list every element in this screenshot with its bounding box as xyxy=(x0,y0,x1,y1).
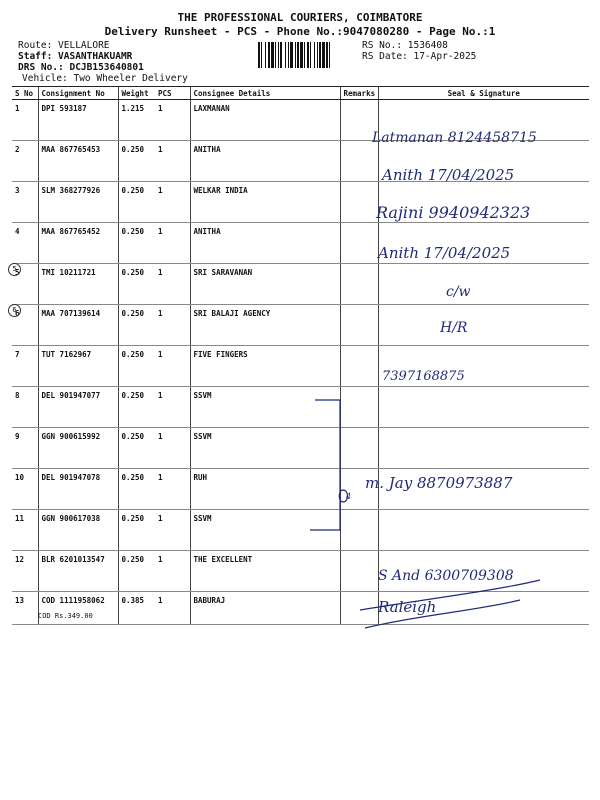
cell-sno: 1 xyxy=(12,100,38,141)
barcode-bar xyxy=(307,42,309,68)
cell-signature xyxy=(378,592,589,625)
cell-remarks xyxy=(340,182,378,223)
cell-consignee: FIVE FINGERS xyxy=(190,346,340,387)
barcode-bar xyxy=(310,42,311,68)
cell-consignee: ANITHA xyxy=(190,223,340,264)
barcode-bar xyxy=(285,42,286,68)
cell-consignment: GGN 900615992 xyxy=(38,428,118,469)
runsheet-table xyxy=(12,86,589,625)
cell-remarks xyxy=(340,223,378,264)
signature-row-2: Anith 17/04/2025 xyxy=(382,166,515,184)
cell-weight: 0.250 xyxy=(118,469,155,510)
cell-consignee: SRI SARAVANAN xyxy=(190,264,340,305)
cell-signature xyxy=(378,264,589,305)
cell-sno: 4 xyxy=(12,223,38,264)
signature-row-10: m. Jay 8870973887 xyxy=(365,474,513,492)
cell-remarks xyxy=(340,428,378,469)
cell-weight: 0.250 xyxy=(118,387,155,428)
cell-consignee: RUH xyxy=(190,469,340,510)
barcode-bar xyxy=(265,42,266,68)
signature-row-4: Anith 17/04/2025 xyxy=(378,244,511,262)
cell-remarks xyxy=(340,592,378,625)
cell-consignment: GGN 900617038 xyxy=(38,510,118,551)
table-header xyxy=(12,87,589,100)
rs-number: RS No.: 1536408 xyxy=(362,40,448,51)
cell-sno: 7 xyxy=(12,346,38,387)
cell-sno: 13 xyxy=(12,592,38,625)
cell-weight: 0.250 xyxy=(118,346,155,387)
signature-row-7: 7397168875 xyxy=(382,369,465,384)
cell-consignee: BABURAJ xyxy=(190,592,340,625)
col-consignee: Consignee Details xyxy=(190,87,340,100)
table-row xyxy=(12,182,589,223)
table-row xyxy=(12,100,589,141)
cell-pcs: 1 xyxy=(155,387,190,428)
cell-pcs: 1 xyxy=(155,264,190,305)
vehicle-label: Vehicle: Two Wheeler Delivery xyxy=(22,73,188,84)
cell-signature xyxy=(378,469,589,510)
cell-consignee: LAXMANAN xyxy=(190,100,340,141)
cell-consignment: MAA 867765452 xyxy=(38,223,118,264)
signature-row-6: H/R xyxy=(440,320,468,336)
cell-remarks xyxy=(340,387,378,428)
cell-pcs: 1 xyxy=(155,182,190,223)
cell-sno: 8 xyxy=(12,387,38,428)
cod-note: COD Rs.349.00 xyxy=(38,612,93,620)
cell-consignment: SLM 368277926 xyxy=(38,182,118,223)
signature-row-13: Raleigh xyxy=(378,598,437,616)
route-label: Route: VELLALORE xyxy=(18,40,110,51)
cell-pcs: 1 xyxy=(155,223,190,264)
signature-row-12: S And 6300709308 xyxy=(378,568,514,584)
cell-consignment: DPI 593187 xyxy=(38,100,118,141)
barcode-bar xyxy=(258,42,260,68)
barcode-bar xyxy=(280,42,282,68)
cell-sno: 6 xyxy=(12,305,38,346)
barcode-bar xyxy=(329,42,330,68)
barcode-bar xyxy=(288,42,289,68)
table-row xyxy=(12,592,589,625)
barcode-bar xyxy=(300,42,303,68)
col-pcs: PCS xyxy=(155,87,190,100)
cell-remarks xyxy=(340,100,378,141)
cell-remarks xyxy=(340,346,378,387)
barcode-bar xyxy=(290,42,293,68)
cell-consignment: COD 1111958062 xyxy=(38,592,118,625)
cell-consignment: TUT 7162967 xyxy=(38,346,118,387)
barcode-bar xyxy=(314,42,315,68)
cell-consignment: DEL 901947078 xyxy=(38,469,118,510)
cell-pcs: 1 xyxy=(155,100,190,141)
cell-consignment: DEL 901947077 xyxy=(38,387,118,428)
cell-signature xyxy=(378,100,589,141)
drs-label: DRS No.: DCJB153640801 xyxy=(18,62,144,73)
cell-sno: 10 xyxy=(12,469,38,510)
cell-remarks xyxy=(340,305,378,346)
cell-consignee: THE EXCELLENT xyxy=(190,551,340,592)
barcode-bar xyxy=(295,42,296,68)
company-title: THE PROFESSIONAL COURIERS, COIMBATORE xyxy=(177,11,423,24)
cell-consignment: TMI 10211721 xyxy=(38,264,118,305)
staff-label: Staff: VASANTHAKUAMR xyxy=(18,51,133,62)
cell-weight: 0.250 xyxy=(118,182,155,223)
table-row xyxy=(12,264,589,305)
cell-remarks xyxy=(340,551,378,592)
cell-pcs: 1 xyxy=(155,305,190,346)
cell-sno: 9 xyxy=(12,428,38,469)
rs-date: RS Date: 17-Apr-2025 xyxy=(362,51,477,62)
table-row xyxy=(12,346,589,387)
cell-pcs: 1 xyxy=(155,510,190,551)
cell-signature xyxy=(378,305,589,346)
cell-pcs: 1 xyxy=(155,551,190,592)
cell-signature xyxy=(378,428,589,469)
table-row xyxy=(12,510,589,551)
cell-weight: 0.250 xyxy=(118,551,155,592)
cell-remarks xyxy=(340,264,378,305)
col-weight: Weight xyxy=(118,87,155,100)
cell-consignee: WELKAR INDIA xyxy=(190,182,340,223)
barcode-bar xyxy=(278,42,279,68)
cell-signature xyxy=(378,387,589,428)
cell-signature xyxy=(378,510,589,551)
barcode-bar xyxy=(261,42,262,68)
cell-consignee: SSVM xyxy=(190,428,340,469)
cell-weight: 0.250 xyxy=(118,510,155,551)
table-row xyxy=(12,141,589,182)
cell-consignee: ANITHA xyxy=(190,141,340,182)
bracket-mark: 4 xyxy=(346,492,352,501)
cell-pcs: 1 xyxy=(155,346,190,387)
circle-mark-6: 6 xyxy=(8,304,21,317)
cell-pcs: 1 xyxy=(155,141,190,182)
signature-row-1: Latmanan 8124458715 xyxy=(372,130,537,146)
cell-consignee: SRI BALAJI AGENCY xyxy=(190,305,340,346)
barcode-bar xyxy=(322,42,325,68)
table-row xyxy=(12,387,589,428)
cell-consignee: SSVM xyxy=(190,510,340,551)
cell-signature xyxy=(378,223,589,264)
table-row xyxy=(12,551,589,592)
cell-sno: 2 xyxy=(12,141,38,182)
barcode-bar xyxy=(304,42,305,68)
barcode-bar xyxy=(275,42,276,68)
cell-weight: 0.250 xyxy=(118,141,155,182)
cell-pcs: 1 xyxy=(155,428,190,469)
barcode xyxy=(258,42,354,68)
cell-weight: 0.250 xyxy=(118,305,155,346)
cell-pcs: 1 xyxy=(155,592,190,625)
barcode-bar xyxy=(268,42,270,68)
cell-weight: 0.250 xyxy=(118,223,155,264)
barcode-bar xyxy=(319,42,321,68)
cell-signature xyxy=(378,182,589,223)
cell-weight: 0.250 xyxy=(118,428,155,469)
cell-sno: 11 xyxy=(12,510,38,551)
col-remarks: Remarks xyxy=(340,87,378,100)
cell-signature xyxy=(378,551,589,592)
barcode-bar xyxy=(271,42,274,68)
cell-consignment: BLR 6201013547 xyxy=(38,551,118,592)
col-signature: Seal & Signature xyxy=(378,87,589,100)
cell-sno: 12 xyxy=(12,551,38,592)
barcode-bar xyxy=(317,42,318,68)
barcode-bar xyxy=(326,42,328,68)
cell-consignment: MAA 707139614 xyxy=(38,305,118,346)
cell-signature xyxy=(378,346,589,387)
cell-consignee: SSVM xyxy=(190,387,340,428)
cell-remarks xyxy=(340,510,378,551)
signature-row-3: Rajini 9940942323 xyxy=(376,203,531,222)
cell-signature xyxy=(378,141,589,182)
cell-pcs: 1 xyxy=(155,469,190,510)
cell-consignment: MAA 867765453 xyxy=(38,141,118,182)
col-sno: S No xyxy=(12,87,38,100)
table-row xyxy=(12,428,589,469)
table-row xyxy=(12,223,589,264)
signature-row-5: c/w xyxy=(446,284,471,300)
table-row xyxy=(12,469,589,510)
cell-weight: 0.385 xyxy=(118,592,155,625)
table-row xyxy=(12,305,589,346)
barcode-bar xyxy=(297,42,299,68)
col-consignment: Consignment No xyxy=(38,87,118,100)
cell-weight: 0.250 xyxy=(118,264,155,305)
cell-weight: 1.215 xyxy=(118,100,155,141)
cell-remarks xyxy=(340,141,378,182)
cell-sno: 3 xyxy=(12,182,38,223)
runsheet-subtitle: Delivery Runsheet - PCS - Phone No.:9047080280 - Page No.:1 xyxy=(104,25,496,38)
cell-remarks xyxy=(340,469,378,510)
cell-sno: 5 xyxy=(12,264,38,305)
circle-mark-5: 5 xyxy=(8,263,21,276)
